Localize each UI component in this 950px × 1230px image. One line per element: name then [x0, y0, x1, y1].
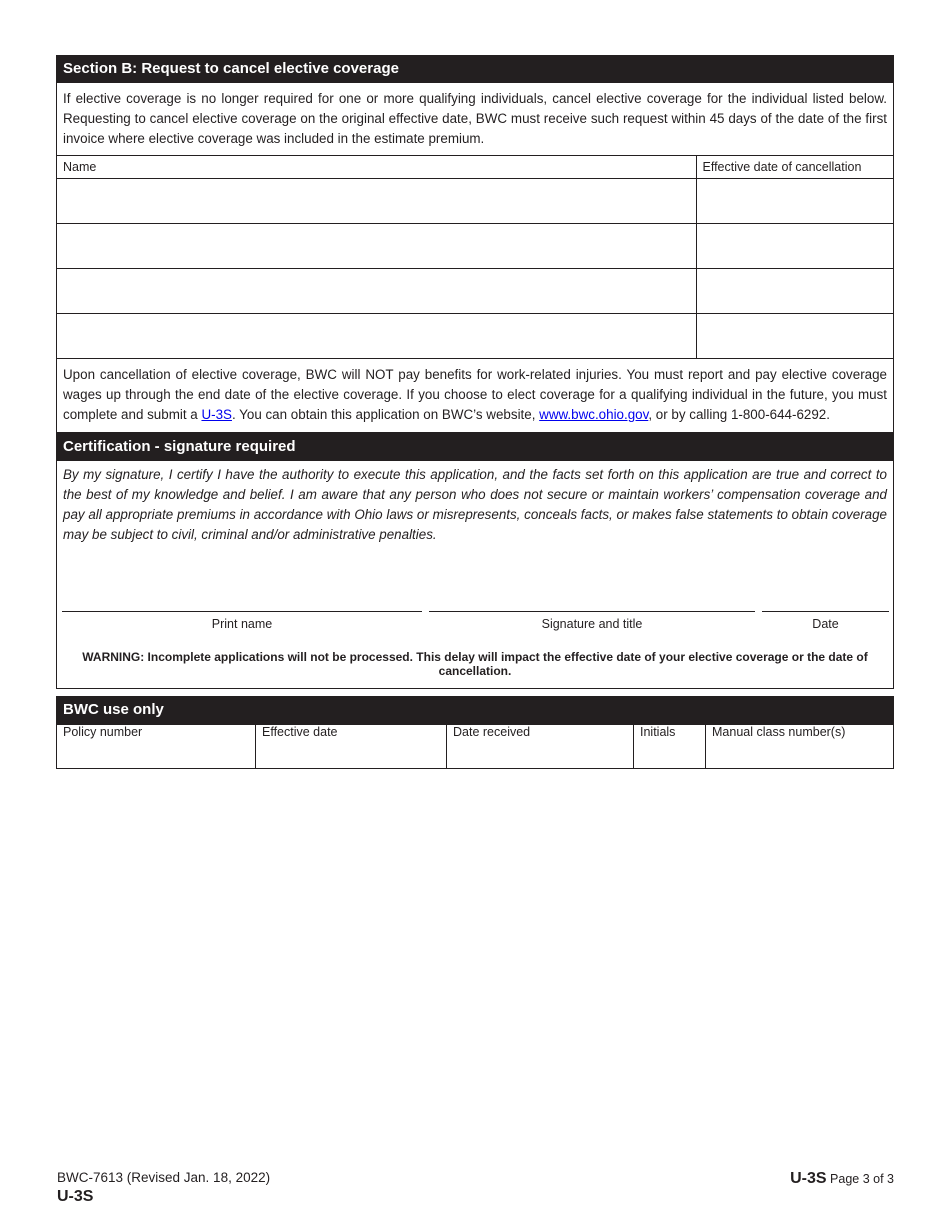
certification-body [56, 461, 894, 689]
bwc-website-link[interactable]: www.bwc.ohio.gov [539, 407, 649, 422]
manual-class-field[interactable]: Manual class number(s) [706, 725, 894, 769]
table-row [57, 269, 893, 314]
effective-date-field[interactable]: Effective date [256, 725, 447, 769]
page-number: Page 3 of 3 [830, 1172, 894, 1186]
section-b [56, 55, 894, 689]
page-indicator [790, 1170, 894, 1188]
name-column-header: Name [57, 156, 696, 179]
date-line[interactable] [762, 611, 889, 612]
certification-header: Certification - signature required [56, 433, 894, 461]
print-name-label: Print name [211, 617, 273, 631]
name-field[interactable] [57, 224, 696, 269]
section-b-body [56, 83, 894, 433]
cancellation-date-field[interactable] [696, 179, 893, 224]
section-b-header: Section B: Request to cancel elective coverage [56, 55, 894, 83]
certification-statement: By my signature, I certify I have the authority to execute this application, and the facts set forth on this application are true and correct to the best of my knowledge and belief. I am aware that any person who does not secure or maintain workers’ compensation coverage and pay all appropriate premiums in accordance with Ohio laws or misrepresents, conceals facts, or makes false statements to obtain coverage may be subject to civil, criminal and/or administrative penalties. [63, 467, 887, 542]
name-field[interactable] [57, 269, 696, 314]
cancellation-date-field[interactable] [696, 224, 893, 269]
cancellation-table [57, 155, 893, 359]
table-row [57, 314, 893, 359]
table-row [57, 179, 893, 224]
notice-text-before: Upon cancellation of elective coverage, BWC will NOT pay benefits for work-related injuries. You must report and pay elective coverage wages up through the end date of the elective coverage. If you choose to elect coverage for a qualifying individual in the future, you must complete and submit a [63, 367, 887, 422]
bwc-use-only [56, 696, 894, 769]
signature-area [57, 545, 893, 650]
cancellation-notice [57, 359, 893, 432]
table-row [57, 224, 893, 269]
form-code: U-3S [57, 1188, 94, 1205]
form-code-right: U-3S [790, 1170, 827, 1187]
bwc-use-table [56, 724, 894, 769]
cancellation-date-column-header: Effective date of cancellation [696, 156, 893, 179]
form-number: BWC-7613 (Revised Jan. 18, 2022) [57, 1170, 271, 1185]
bwc-use-header: BWC use only [56, 696, 894, 724]
signature-line[interactable] [429, 611, 755, 612]
notice-text-end: , or by calling 1-800-644-6292. [648, 407, 830, 422]
name-field[interactable] [57, 179, 696, 224]
name-field[interactable] [57, 314, 696, 359]
policy-number-field[interactable]: Policy number [57, 725, 256, 769]
date-received-field[interactable]: Date received [447, 725, 634, 769]
section-b-intro: If elective coverage is no longer required for one or more qualifying individuals, cancel elective coverage for the individual listed below. Requesting to cancel elective coverage on the original effective date, BWC must receive such request within 45 days of the date of the first invoice where elective coverage was included in the estimate premium. [63, 91, 887, 146]
cancellation-date-field[interactable] [696, 314, 893, 359]
print-name-line[interactable] [62, 611, 422, 612]
signature-label: Signature and title [541, 617, 643, 631]
notice-text-middle: . You can obtain this application on BWC’s website, [231, 407, 540, 422]
bwc-use-row [57, 725, 894, 769]
cancellation-table-header [57, 156, 893, 179]
date-label: Date [812, 617, 839, 631]
initials-field[interactable]: Initials [634, 725, 706, 769]
u3s-form-link[interactable]: U-3S [201, 407, 232, 422]
warning-text: WARNING: Incomplete applications will not be processed. This delay will impact the effective date of your elective coverage or the date of cancellation. [82, 650, 868, 678]
cancellation-date-field[interactable] [696, 269, 893, 314]
